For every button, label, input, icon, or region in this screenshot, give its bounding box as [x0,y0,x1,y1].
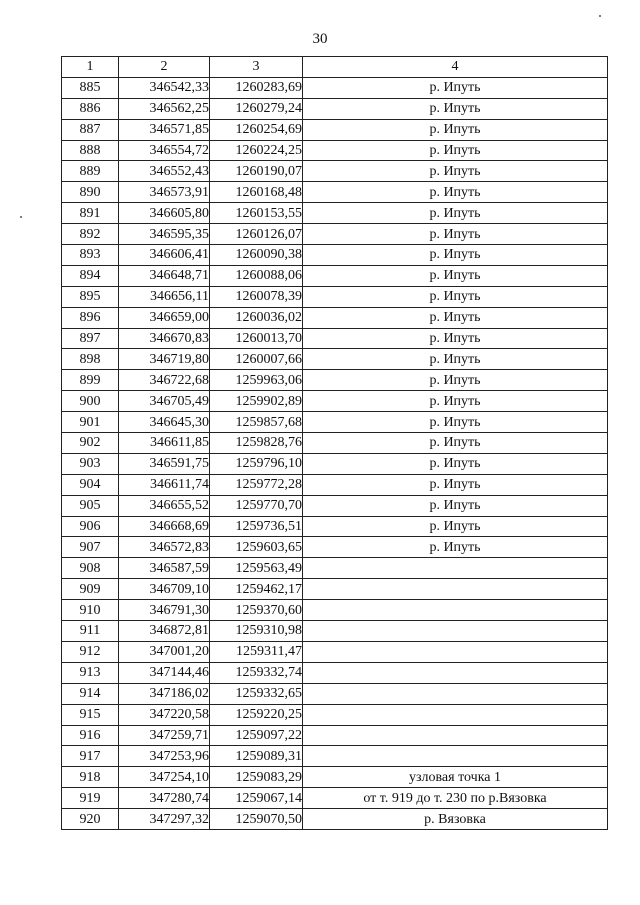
table-row [62,140,608,161]
table-row [62,683,608,704]
y-coordinate-cell: 1259603,65 [210,537,303,558]
description-cell: р. Ипуть [303,119,608,140]
point-number-cell: 919 [62,788,119,809]
y-coordinate-cell: 1260088,06 [210,265,303,286]
table-row [62,77,608,98]
y-coordinate-cell: 1259070,50 [210,809,303,830]
table-row [62,725,608,746]
y-coordinate-cell: 1260153,55 [210,203,303,224]
y-coordinate-cell: 1259736,51 [210,516,303,537]
table-row [62,662,608,683]
point-number-cell: 910 [62,600,119,621]
table-row [62,453,608,474]
y-coordinate-cell: 1259857,68 [210,412,303,433]
description-cell: р. Ипуть [303,391,608,412]
x-coordinate-cell: 347259,71 [119,725,210,746]
description-cell: р. Ипуть [303,453,608,474]
point-number-cell: 906 [62,516,119,537]
x-coordinate-cell: 347220,58 [119,704,210,725]
point-number-cell: 887 [62,119,119,140]
description-cell: р. Вязовка [303,809,608,830]
y-coordinate-cell: 1260007,66 [210,349,303,370]
x-coordinate-cell: 346611,74 [119,474,210,495]
y-coordinate-cell: 1260078,39 [210,286,303,307]
x-coordinate-cell: 346571,85 [119,119,210,140]
description-cell: р. Ипуть [303,516,608,537]
point-number-cell: 916 [62,725,119,746]
column-header: 3 [210,57,303,78]
point-number-cell: 893 [62,245,119,266]
point-number-cell: 903 [62,453,119,474]
description-cell: р. Ипуть [303,161,608,182]
description-cell [303,683,608,704]
table-row [62,746,608,767]
table-row [62,474,608,495]
description-cell [303,704,608,725]
description-cell [303,558,608,579]
description-cell: р. Ипуть [303,224,608,245]
y-coordinate-cell: 1259310,98 [210,621,303,642]
y-coordinate-cell: 1260224,25 [210,140,303,161]
description-cell: р. Ипуть [303,77,608,98]
y-coordinate-cell: 1259902,89 [210,391,303,412]
page-number: 30 [312,31,328,47]
x-coordinate-cell: 347280,74 [119,788,210,809]
description-cell: р. Ипуть [303,98,608,119]
x-coordinate-cell: 346656,11 [119,286,210,307]
point-number-cell: 895 [62,286,119,307]
table-row [62,767,608,788]
x-coordinate-cell: 347186,02 [119,683,210,704]
coordinates-table [61,56,608,830]
description-cell: р. Ипуть [303,495,608,516]
point-number-cell: 897 [62,328,119,349]
y-coordinate-cell: 1260190,07 [210,161,303,182]
table-row [62,495,608,516]
table-row [62,265,608,286]
description-cell [303,600,608,621]
y-coordinate-cell: 1259097,22 [210,725,303,746]
table-row [62,119,608,140]
description-cell: р. Ипуть [303,349,608,370]
y-coordinate-cell: 1259828,76 [210,433,303,454]
description-cell: р. Ипуть [303,307,608,328]
x-coordinate-cell: 346645,30 [119,412,210,433]
table-row [62,328,608,349]
y-coordinate-cell: 1260283,69 [210,77,303,98]
scan-speck [20,216,22,218]
x-coordinate-cell: 346552,43 [119,161,210,182]
table-row [62,621,608,642]
x-coordinate-cell: 346611,85 [119,433,210,454]
x-coordinate-cell: 346595,35 [119,224,210,245]
point-number-cell: 918 [62,767,119,788]
description-cell: р. Ипуть [303,140,608,161]
point-number-cell: 889 [62,161,119,182]
x-coordinate-cell: 346554,72 [119,140,210,161]
point-number-cell: 904 [62,474,119,495]
y-coordinate-cell: 1259963,06 [210,370,303,391]
y-coordinate-cell: 1259089,31 [210,746,303,767]
description-cell [303,621,608,642]
y-coordinate-cell: 1260279,24 [210,98,303,119]
x-coordinate-cell: 346562,25 [119,98,210,119]
y-coordinate-cell: 1260254,69 [210,119,303,140]
description-cell: р. Ипуть [303,474,608,495]
x-coordinate-cell: 346591,75 [119,453,210,474]
point-number-cell: 891 [62,203,119,224]
point-number-cell: 892 [62,224,119,245]
description-cell: р. Ипуть [303,370,608,391]
table-row [62,537,608,558]
description-cell: р. Ипуть [303,537,608,558]
x-coordinate-cell: 346605,80 [119,203,210,224]
point-number-cell: 888 [62,140,119,161]
table-row [62,412,608,433]
x-coordinate-cell: 346722,68 [119,370,210,391]
y-coordinate-cell: 1260090,38 [210,245,303,266]
point-number-cell: 909 [62,579,119,600]
y-coordinate-cell: 1259067,14 [210,788,303,809]
table-row [62,391,608,412]
y-coordinate-cell: 1260036,02 [210,307,303,328]
table-row [62,307,608,328]
column-header: 1 [62,57,119,78]
table-row [62,286,608,307]
description-cell: от т. 919 до т. 230 по р.Вязовка [303,788,608,809]
x-coordinate-cell: 346606,41 [119,245,210,266]
x-coordinate-cell: 347254,10 [119,767,210,788]
table-row [62,161,608,182]
table-header-row [62,57,608,78]
x-coordinate-cell: 346791,30 [119,600,210,621]
x-coordinate-cell: 346573,91 [119,182,210,203]
point-number-cell: 886 [62,98,119,119]
point-number-cell: 900 [62,391,119,412]
point-number-cell: 911 [62,621,119,642]
description-cell: р. Ипуть [303,328,608,349]
y-coordinate-cell: 1259083,29 [210,767,303,788]
x-coordinate-cell: 346587,59 [119,558,210,579]
description-cell: р. Ипуть [303,245,608,266]
table-row [62,704,608,725]
description-cell: р. Ипуть [303,412,608,433]
point-number-cell: 905 [62,495,119,516]
y-coordinate-cell: 1259370,60 [210,600,303,621]
y-coordinate-cell: 1259332,74 [210,662,303,683]
y-coordinate-cell: 1259796,10 [210,453,303,474]
y-coordinate-cell: 1260126,07 [210,224,303,245]
y-coordinate-cell: 1259772,28 [210,474,303,495]
table-row [62,600,608,621]
y-coordinate-cell: 1259563,49 [210,558,303,579]
column-header: 4 [303,57,608,78]
point-number-cell: 894 [62,265,119,286]
description-cell: узловая точка 1 [303,767,608,788]
x-coordinate-cell: 347144,46 [119,662,210,683]
x-coordinate-cell: 346719,80 [119,349,210,370]
table-row [62,98,608,119]
point-number-cell: 896 [62,307,119,328]
y-coordinate-cell: 1259220,25 [210,704,303,725]
table-row [62,224,608,245]
table-row [62,245,608,266]
table-row [62,516,608,537]
x-coordinate-cell: 346670,83 [119,328,210,349]
point-number-cell: 915 [62,704,119,725]
x-coordinate-cell: 346659,00 [119,307,210,328]
y-coordinate-cell: 1259311,47 [210,641,303,662]
point-number-cell: 920 [62,809,119,830]
table-body [62,77,608,829]
description-cell [303,579,608,600]
point-number-cell: 898 [62,349,119,370]
x-coordinate-cell: 346572,83 [119,537,210,558]
description-cell [303,641,608,662]
table-row [62,788,608,809]
x-coordinate-cell: 346668,69 [119,516,210,537]
table-row [62,579,608,600]
description-cell [303,662,608,683]
description-cell: р. Ипуть [303,286,608,307]
point-number-cell: 913 [62,662,119,683]
x-coordinate-cell: 346872,81 [119,621,210,642]
y-coordinate-cell: 1260013,70 [210,328,303,349]
table-row [62,433,608,454]
x-coordinate-cell: 346542,33 [119,77,210,98]
y-coordinate-cell: 1259332,65 [210,683,303,704]
point-number-cell: 912 [62,641,119,662]
table-row [62,203,608,224]
description-cell: р. Ипуть [303,182,608,203]
table-row [62,558,608,579]
y-coordinate-cell: 1259462,17 [210,579,303,600]
y-coordinate-cell: 1260168,48 [210,182,303,203]
table-row [62,182,608,203]
column-header: 2 [119,57,210,78]
description-cell [303,746,608,767]
point-number-cell: 890 [62,182,119,203]
table-row [62,809,608,830]
point-number-cell: 914 [62,683,119,704]
point-number-cell: 907 [62,537,119,558]
table-row [62,349,608,370]
table-row [62,641,608,662]
x-coordinate-cell: 347253,96 [119,746,210,767]
point-number-cell: 908 [62,558,119,579]
x-coordinate-cell: 347001,20 [119,641,210,662]
description-cell: р. Ипуть [303,203,608,224]
point-number-cell: 899 [62,370,119,391]
point-number-cell: 902 [62,433,119,454]
x-coordinate-cell: 346705,49 [119,391,210,412]
y-coordinate-cell: 1259770,70 [210,495,303,516]
table-row [62,370,608,391]
point-number-cell: 885 [62,77,119,98]
description-cell [303,725,608,746]
x-coordinate-cell: 346655,52 [119,495,210,516]
point-number-cell: 901 [62,412,119,433]
point-number-cell: 917 [62,746,119,767]
description-cell: р. Ипуть [303,433,608,454]
x-coordinate-cell: 346648,71 [119,265,210,286]
description-cell: р. Ипуть [303,265,608,286]
x-coordinate-cell: 347297,32 [119,809,210,830]
x-coordinate-cell: 346709,10 [119,579,210,600]
scan-speck [599,15,601,17]
